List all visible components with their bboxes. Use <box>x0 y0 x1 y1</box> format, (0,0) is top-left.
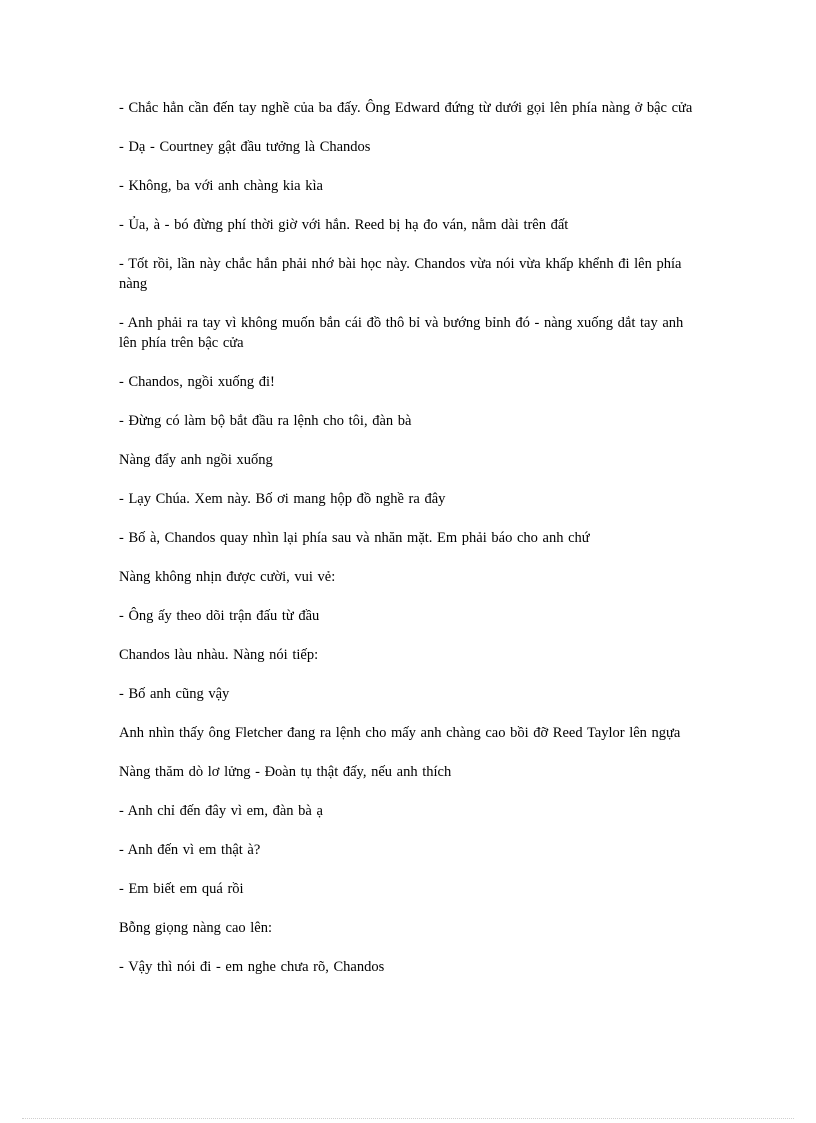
paragraph: - Đừng có làm bộ bắt đầu ra lệnh cho tôi, đàn bà <box>119 413 412 429</box>
paragraph: - Chắc hẳn cần đến tay nghề của ba đấy. Ông Edward đứng từ dưới gọi lên phía nàng ở bậc cửa <box>119 100 693 116</box>
paragraph: - Em biết em quá rồi <box>119 881 244 897</box>
paragraph: - Ông ấy theo dõi trận đấu từ đầu <box>119 608 320 624</box>
paragraph: Chandos làu nhàu. Nàng nói tiếp: <box>119 647 319 663</box>
paragraph: Nàng không nhịn được cười, vui vẻ: <box>119 569 336 585</box>
paragraph: Nàng đẩy anh ngồi xuống <box>119 452 273 468</box>
document-body <box>119 98 699 996</box>
paragraph: - Dạ - Courtney gật đầu tưởng là Chandos <box>119 139 371 155</box>
paragraph: - Ủa, à - bó đừng phí thời giờ với hắn. Reed bị hạ đo ván, nằm dài trên đất <box>119 217 569 233</box>
paragraph: - Tốt rồi, lần này chắc hắn phải nhớ bài học này. Chandos vừa nói vừa khấp khểnh đi lên phía nàng <box>119 256 682 292</box>
paragraph: - Anh đến vì em thật à? <box>119 842 261 858</box>
paragraph: Nàng thăm dò lơ lửng - Đoàn tụ thật đấy, nếu anh thích <box>119 764 452 780</box>
paragraph: - Bố à, Chandos quay nhìn lại phía sau và nhăn mặt. Em phải báo cho anh chứ <box>119 530 590 546</box>
paragraph: - Vậy thì nói đi - em nghe chưa rõ, Chandos <box>119 959 385 975</box>
paragraph: - Lạy Chúa. Xem này. Bố ơi mang hộp đồ nghề ra đây <box>119 491 446 507</box>
paragraph: - Anh chỉ đến đây vì em, đàn bà ạ <box>119 803 323 819</box>
paragraph: - Chandos, ngồi xuống đi! <box>119 374 275 390</box>
footer-divider <box>22 1118 794 1119</box>
paragraph: - Không, ba với anh chàng kia kìa <box>119 178 323 194</box>
paragraph: - Bố anh cũng vậy <box>119 686 230 702</box>
paragraph: Bỗng giọng nàng cao lên: <box>119 920 273 936</box>
paragraph: - Anh phải ra tay vì không muốn bắn cái đồ thô bỉ và bướng bỉnh đó - nàng xuống dắt tay anh lên phía trên bậc cửa <box>119 315 684 351</box>
paragraph: Anh nhìn thấy ông Fletcher đang ra lệnh cho mấy anh chàng cao bồi đỡ Reed Taylor lên ngựa <box>119 725 681 741</box>
